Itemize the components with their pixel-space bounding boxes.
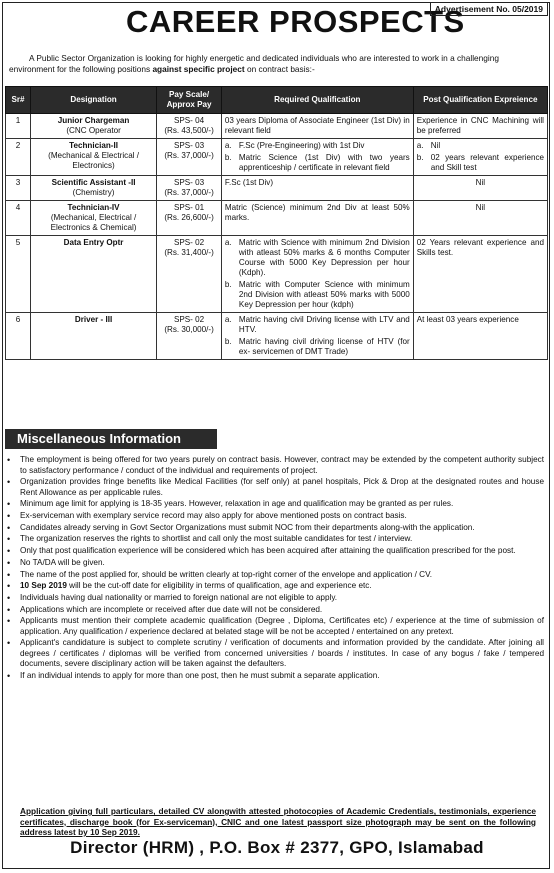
table-row <box>6 114 548 139</box>
item-marker: a. <box>416 141 424 150</box>
cell-qualification <box>221 201 413 236</box>
cell-experience <box>413 236 547 313</box>
list-item <box>4 558 544 569</box>
designation-subtitle: (Mechanical & Electrical / Electronics) <box>48 151 139 170</box>
cell-qualification <box>221 236 413 313</box>
cell-designation <box>30 236 156 313</box>
designation-title: Scientific Assistant -II <box>51 178 136 187</box>
list-item <box>4 455 544 476</box>
mailing-address: Director (HRM) , P.O. Box # 2377, GPO, Islamabad <box>70 838 484 857</box>
table-row <box>6 139 548 176</box>
pay-scale: SPS- 03 <box>173 178 205 187</box>
pay-scale: SPS- 04 <box>173 116 205 125</box>
pay-scale: SPS- 02 <box>173 315 205 324</box>
item-text: F.Sc (1st Div) <box>224 178 274 187</box>
item-text: 03 years Diploma of Associate Engineer (1st Div) in relevant field <box>224 116 410 135</box>
experience-item <box>417 238 544 258</box>
experience-item <box>417 315 544 325</box>
cell-pay <box>157 114 222 139</box>
designation-title: Driver - III <box>74 315 113 324</box>
table-row <box>6 236 548 313</box>
cell-designation <box>30 313 156 360</box>
cell-sr: 5 <box>6 236 31 313</box>
item-text: Matric having civil Driving license with LTV and HTV. <box>238 315 410 334</box>
list-item <box>4 616 544 637</box>
item-text: Matric having civil driving license of HTV (for ex- servicemen of DMT Trade) <box>238 337 410 356</box>
header-designation: Designation <box>30 87 156 114</box>
item-marker: b. <box>416 153 424 162</box>
application-instructions: Application giving full particulars, detailed CV alongwith attested photocopies of Academic Credentials, testimonials, experience certificates, discharge book (for Ex-serviceman), CNIC and one latest passport size photograph may be sent on the following address latest by 10 Sep 2019. <box>20 806 536 837</box>
item-marker: a. <box>224 238 232 247</box>
cell-qualification <box>221 176 413 201</box>
cutoff-date: 10 Sep 2019 <box>20 581 67 591</box>
intro-text-after: on contract basis:- <box>244 63 315 74</box>
table-header-row <box>6 87 548 114</box>
item-marker: b. <box>224 280 232 289</box>
list-item <box>4 605 544 616</box>
item-text: 02 years relevant experience and Skill test <box>430 153 544 172</box>
item-text: Matric with Computer Science with minimum 2nd Division with atleast 50% marks with 5000 Key Depression per hour (kdph) <box>238 280 410 309</box>
cell-sr: 4 <box>6 201 31 236</box>
item-text: Matric Science (1st Div) with two years apprenticeship / certificate in relevant field <box>238 153 410 172</box>
list-item-text: The employment is being offered for two years purely on contract basis. However, contract may be extended by the competent authority subject to satisfactory performance / conduct of the individual and requirements of project. <box>20 455 544 475</box>
table-row <box>6 313 548 360</box>
header-qualification: Required Qualification <box>221 87 413 114</box>
cell-experience: Nil <box>413 176 547 201</box>
list-item <box>4 671 544 682</box>
experience-item <box>417 153 544 173</box>
list-item <box>4 638 544 670</box>
misc-list <box>4 455 544 683</box>
qualification-item <box>225 153 410 173</box>
cell-pay <box>157 313 222 360</box>
cell-sr: 1 <box>6 114 31 139</box>
misc-heading: Miscellaneous Information <box>5 429 217 449</box>
designation-title: Junior Chargeman <box>57 116 130 125</box>
list-item-text: Candidates already serving in Govt Sector Organizations must submit NOC from their departments along-with the application. <box>20 522 475 532</box>
qualification-item <box>225 203 410 223</box>
table-row <box>6 201 548 236</box>
pay-amount: (Rs. 37,000/-) <box>164 151 214 160</box>
list-item-text: Individuals having dual nationality or married to foreign national are not eligible to apply. <box>20 592 338 602</box>
cell-experience <box>413 313 547 360</box>
item-text: F.Sc (Pre-Engineering) with 1st Div <box>238 141 365 150</box>
cell-qualification <box>221 114 413 139</box>
qualification-item <box>225 141 410 151</box>
qualification-item <box>225 280 410 310</box>
designation-subtitle: (Chemistry) <box>72 188 115 197</box>
designation-subtitle: (CNC Operator <box>66 126 121 135</box>
list-item-text: Applications which are incomplete or received after due date will not be considered. <box>20 604 323 614</box>
pay-amount: (Rs. 26,600/-) <box>164 213 214 222</box>
designation-title: Technician-II <box>69 141 118 150</box>
list-item <box>4 581 544 592</box>
cell-sr: 2 <box>6 139 31 176</box>
item-marker: a. <box>224 141 232 150</box>
designation-subtitle: (Mechanical, Electrical / Electronics & Chemical) <box>50 213 137 232</box>
list-item <box>4 499 544 510</box>
positions-table-body <box>6 114 548 360</box>
cell-designation <box>30 114 156 139</box>
item-text: At least 03 years experience <box>416 315 519 324</box>
list-item <box>4 570 544 581</box>
list-item-text: The organization reserves the rights to shortlist and call only the most suitable candidates for test / interview. <box>20 534 413 544</box>
list-item <box>4 534 544 545</box>
pay-scale: SPS- 03 <box>173 141 205 150</box>
cell-pay <box>157 176 222 201</box>
cell-pay <box>157 201 222 236</box>
pay-amount: (Rs. 37,000/-) <box>164 188 214 197</box>
cell-experience <box>413 139 547 176</box>
list-item-text: Applicant's candidature is subject to complete scrutiny / verification of documents and information provided by the candidate. After joining all degrees / certificates / diplomas will be verified from concerned universities / boards / institutes. In case of any bogus / fake / tempered documents, severe disciplinary action will be taken against the defaulters. <box>20 638 544 669</box>
header-sr: Sr# <box>6 87 31 114</box>
cell-designation <box>30 176 156 201</box>
cell-sr: 3 <box>6 176 31 201</box>
designation-title: Data Entry Optr <box>63 238 124 247</box>
experience-item <box>417 116 544 136</box>
item-text: Matric (Science) minimum 2nd Div at least 50% marks. <box>224 203 410 222</box>
item-marker: a. <box>224 315 232 324</box>
pay-amount: (Rs. 31,400/-) <box>164 248 214 257</box>
cell-pay <box>157 139 222 176</box>
header-experience: Post Qualification Expreience <box>413 87 547 114</box>
pay-amount: (Rs. 43,500/-) <box>164 126 214 135</box>
positions-table <box>5 86 548 360</box>
list-item-text: Minimum age limit for applying is 18-35 years. However, relaxation in age and qualification may be granted as per rules. <box>20 499 454 509</box>
list-item <box>4 546 544 557</box>
cell-designation <box>30 201 156 236</box>
qualification-item <box>225 238 410 278</box>
designation-title: Technician-IV <box>67 203 120 212</box>
cell-experience: Nil <box>413 201 547 236</box>
list-item <box>4 511 544 522</box>
qualification-item <box>225 337 410 357</box>
list-item-text: The name of the post applied for, should be written clearly at top-right corner of the envelope and application / CV. <box>20 569 433 579</box>
item-marker: b. <box>224 337 232 346</box>
qualification-item <box>225 178 410 188</box>
cell-pay <box>157 236 222 313</box>
cell-experience <box>413 114 547 139</box>
item-text: Experience in CNC Machining will be preferred <box>416 116 544 135</box>
list-item-text: will be the cut-off date for eligibility in terms of qualification, age and experience etc. <box>66 581 372 591</box>
cell-qualification <box>221 313 413 360</box>
cell-designation <box>30 139 156 176</box>
item-text: Matric with Science with minimum 2nd Division with atleast 50% marks & 6 months Computer Course with 5000 Key Depression per hour (Kdph). <box>238 238 410 277</box>
list-item-text: No TA/DA will be given. <box>20 557 105 567</box>
list-item-text: Ex-serviceman with exemplary service record may also apply for above mentioned posts on contract basis. <box>20 511 407 521</box>
experience-item <box>417 141 544 151</box>
list-item-text: Applicants must mention their complete academic qualification (Degree , Diploma, Certificates etc) / experience at the time of submission of application. Any qualification / experience declared at belated stage will be not be accepted / entertained on any pretext. <box>20 616 544 636</box>
table-row <box>6 176 548 201</box>
item-text: Nil <box>430 141 441 150</box>
intro-paragraph <box>9 53 545 74</box>
list-item <box>4 523 544 534</box>
list-item <box>4 477 544 498</box>
list-item <box>4 593 544 604</box>
item-text: 02 Years relevant experience and Skills test. <box>416 238 544 257</box>
list-item-text: Organization provides fringe benefits like Medical Facilities (for self only) at panel hospitals, Pick & Drop at the designated routes and house Rent Allowance as per applicable rules. <box>20 477 544 497</box>
pay-scale: SPS- 01 <box>173 203 205 212</box>
pay-scale: SPS- 02 <box>173 238 205 247</box>
advertisement-number: Advertisement No. 05/2019 <box>430 2 548 16</box>
intro-text-bold: against specific project <box>152 63 245 74</box>
header-pay: Pay Scale/ Approx Pay <box>157 87 222 114</box>
intro-text-before: A Public Sector Organization is looking for highly energetic and dedicated individuals who are interested to work in a challenging environment for the following positions <box>9 53 499 74</box>
cell-sr: 6 <box>6 313 31 360</box>
page-title: CAREER PROSPECTS <box>126 4 465 39</box>
qualification-item <box>225 315 410 335</box>
pay-amount: (Rs. 30,000/-) <box>164 325 214 334</box>
list-item-text: Only that post qualification experience will be considered which has been acquired after attaining the qualification prescribed for the post. <box>20 546 516 556</box>
list-item-text: If an individual intends to apply for more than one post, then he must submit a separate application. <box>20 671 380 681</box>
qualification-item <box>225 116 410 136</box>
item-marker: b. <box>224 153 232 162</box>
cell-qualification <box>221 139 413 176</box>
